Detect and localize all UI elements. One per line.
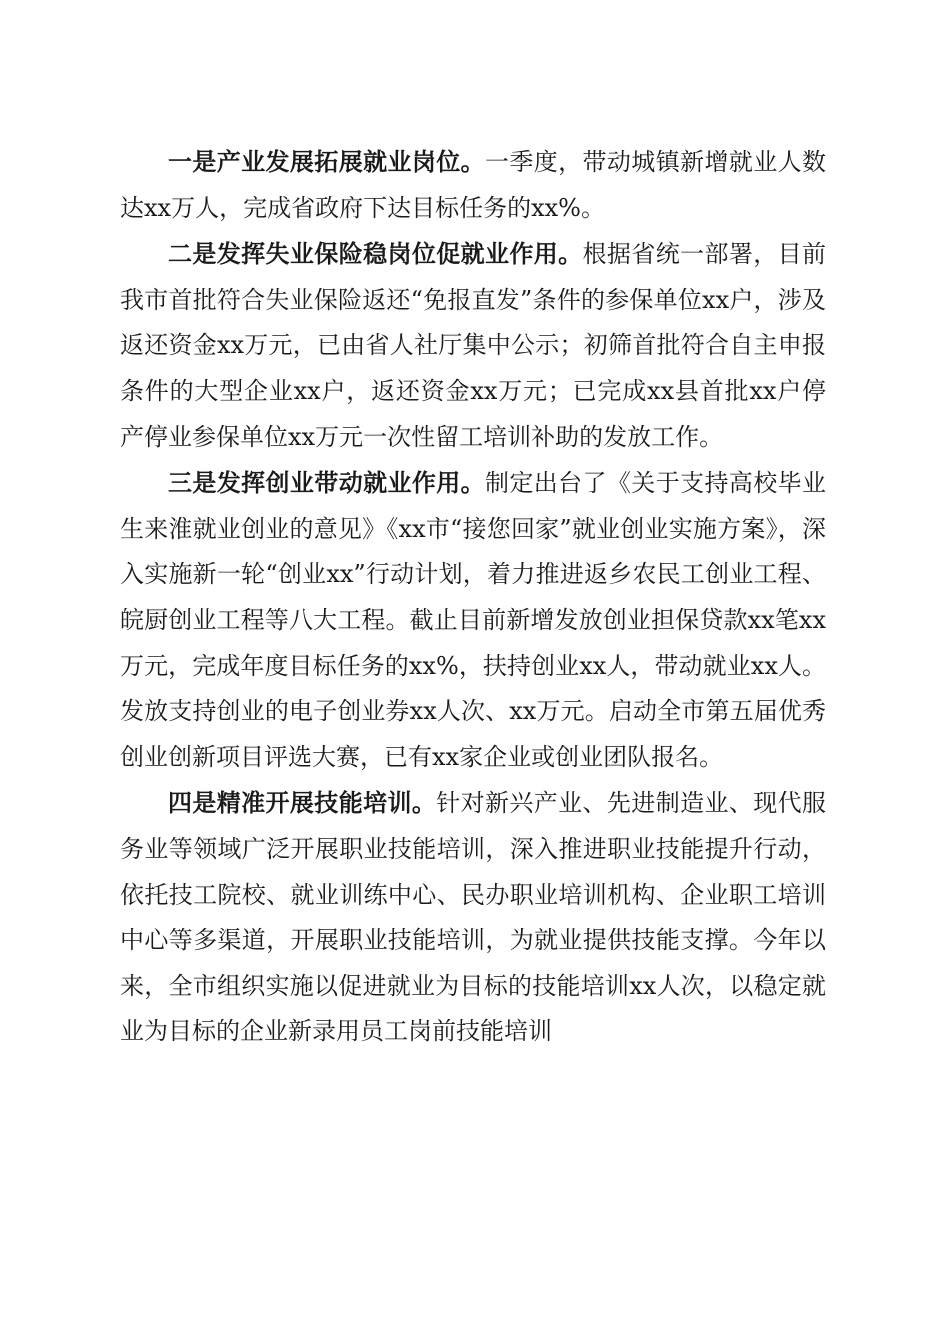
paragraph-4-lead: 四是精准开展技能培训。 [168, 788, 437, 818]
paragraph-1 [120, 139, 826, 231]
paragraph-4 [120, 780, 826, 1055]
paragraph-2-body: 根据省统一部署，目前我市首批符合失业保险返还“免报直发”条件的参保单位xx户，涉及返还资金xx万元，已由省人社厅集中公示；初筛首批符合自主申报条件的大型企业xx户，返还资金xx万元；已完成xx县首批xx户停产停业参保单位xx万元一次性留工培训补助的发放工作。 [120, 240, 827, 451]
paragraph-3-lead: 三是发挥创业带动就业作用。 [168, 468, 485, 498]
paragraph-3-body: 制定出台了《关于支持高校毕业生来淮就业创业的意见》《xx市“接您回家”就业创业实施方案》，深入实施新一轮“创业xx”行动计划，着力推进返乡农民工创业工程、皖厨创业工程等八大工程。截止目前新增发放创业担保贷款xx笔xx万元，完成年度目标任务的xx%，扶持创业xx人，带动就业xx人。发放支持创业的电子创业券xx人次、xx万元。启动全市第五届优秀创业创新项目评选大赛，已有xx家企业或创业团队报名。 [120, 469, 826, 771]
document-body [120, 139, 826, 1055]
paragraph-1-lead: 一是产业发展拓展就业岗位。 [168, 147, 485, 176]
paragraph-4-body: 针对新兴产业、先进制造业、现代服务业等领域广泛开展职业技能培训，深入推进职业技能提升行动，依托技工院校、就业训练中心、民办职业培训机构、企业职工培训中心等多渠道，开展职业技能培训，为就业提供技能支撑。今年以来，全市组织实施以促进就业为目标的技能培训xx人次，以稳定就业为目标的企业新录用员工岗前技能培训 [120, 789, 827, 1046]
paragraph-3 [120, 460, 826, 780]
paragraph-2-lead: 二是发挥失业保险稳岗位促就业作用。 [168, 239, 583, 269]
paragraph-1-body: 一季度，带动城镇新增就业人数达xx万人，完成省政府下达目标任务的xx%。 [120, 148, 826, 222]
paragraph-2 [120, 231, 826, 460]
